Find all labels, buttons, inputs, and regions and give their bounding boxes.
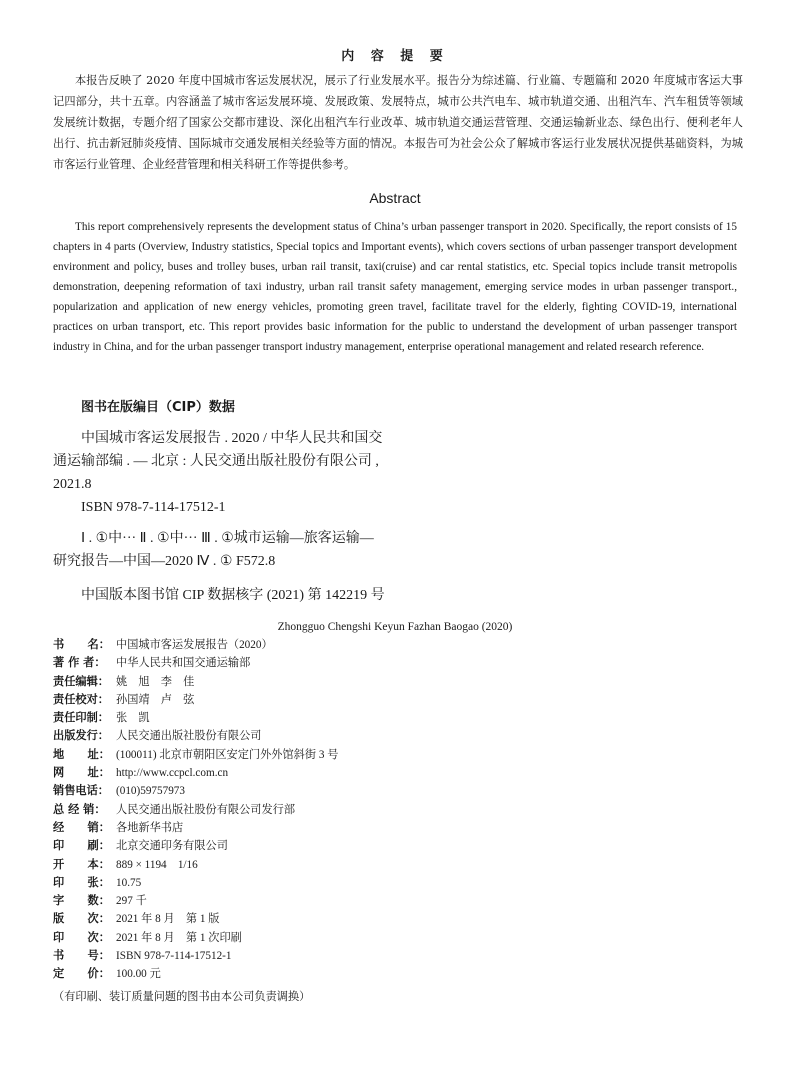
- info-row-editors: [53, 673, 653, 691]
- info-value: (010)59757973: [116, 785, 185, 798]
- info-row-format: [53, 856, 653, 874]
- info-row-seller: [53, 819, 653, 837]
- info-row-impression: [53, 929, 653, 947]
- info-label: 责任校对：: [53, 692, 109, 706]
- cip-classification-1: Ⅰ . ①中··· Ⅱ . ①中··· Ⅲ . ①城市运输—旅客运输—: [81, 531, 374, 546]
- info-value: 889 × 1194 1/16: [116, 858, 198, 871]
- info-label: 责任印制：: [53, 711, 109, 725]
- info-value: 2021 年 8 月 第 1 次印刷: [116, 931, 242, 944]
- info-label: 书 号：: [53, 949, 110, 963]
- info-row-isbn: [53, 947, 653, 965]
- info-value: 张 凯: [116, 712, 150, 725]
- info-value: 人民交通出版社股份有限公司发行部: [116, 803, 296, 816]
- info-value: 中华人民共和国交通运输部: [116, 657, 251, 670]
- info-value: (100011) 北京市朝阳区安定门外外馆斜街 3 号: [116, 748, 339, 761]
- info-label: 著 作 者：: [53, 656, 106, 670]
- cip-line-2: 通运输部编 . — 北京 : 人民交通出版社股份有限公司 ,: [53, 454, 379, 469]
- info-row-distributor: [53, 801, 653, 819]
- cn-summary-text: 本报告反映了 2020 年度中国城市客运发展状况，展示了行业发展水平。报告分为综述篇、行业篇、专题篇和 2020 年度城市客运大事记四部分，共十五章。内容涵盖了城市客运发展环境、发展政策、发展特点，城市公共汽电车、城市轨道交通、出租汽车、汽车租赁等领域发展统计数据，专题介绍了国家公交都市建设、深化出租汽车行业改革、城市轨道交通运营管理、交通运输新业态、绿色出行、便利老年人出行、抗击新冠肺炎疫情、国际城市交通发展相关经验等方面的情况。本报告可为社会公众了解城市客运行业发展状况提供基础资料，为城市客运行业管理、企业经营管理和相关科研工作等提供参考。: [53, 74, 743, 171]
- info-label: 印 次：: [53, 930, 110, 944]
- cn-summary-title: 内 容 提 要: [341, 49, 449, 64]
- pinyin-title: Zhongguo Chengshi Keyun Fazhan Baogao (2020): [277, 621, 513, 633]
- info-row-price: [53, 965, 653, 983]
- info-row-website: [53, 764, 653, 782]
- info-label: 版 次：: [53, 912, 110, 926]
- info-label: 销售电话：: [53, 784, 109, 798]
- info-label: 总 经 销：: [53, 802, 106, 816]
- info-row-edition: [53, 910, 653, 928]
- info-row-printing-supervisor: [53, 709, 653, 727]
- info-label: 经 销：: [53, 820, 110, 834]
- info-value: 10.75: [116, 876, 142, 889]
- publication-info: [53, 636, 653, 984]
- abstract-text: This report comprehensively represents the development status of China’s urban passenger transport in 2020. Specifically, the report consists of 15 chapters in 4 parts (Overview, Industry statistics, Special topics and Important events), which covers sections of urban passenger transport development environment and policy, buses and trolley buses, urban rail transit, taxi(cruise) and car rental statistics, etc. Special topics include transit metropolis demonstration, deepening reformation of taxi industry, urban rail transit safety management, emerging service modes in urban passenger transport., popularization and application of new energy vehicles, promoting green travel, facilitate travel for the elderly, fighting COVID-19, international practices on urban transport, etc. This report provides basic information for the public to understand the development of urban passenger transport industry in China, and for the urban passenger transport industry management, enterprise operational management and related research reference.: [53, 221, 737, 353]
- cip-line-1: 中国城市客运发展报告 . 2020 / 中华人民共和国交: [81, 431, 383, 446]
- info-value: 100.00 元: [116, 968, 161, 981]
- info-label: 书 名：: [53, 638, 110, 651]
- cip-isbn: ISBN 978-7-114-17512-1: [81, 500, 226, 515]
- cip-classification-2: 研究报告—中国—2020 Ⅳ . ① F572.8: [53, 554, 276, 569]
- info-label: 责任编辑：: [53, 674, 109, 688]
- info-row-proofreaders: [53, 691, 653, 709]
- info-row-phone: [53, 782, 653, 800]
- cip-line-3: 2021.8: [53, 477, 92, 492]
- info-label: 印 刷：: [53, 839, 110, 853]
- info-value: 297 千: [116, 895, 147, 908]
- info-value: http://www.ccpcl.com.cn: [116, 767, 229, 780]
- info-row-address: [53, 746, 653, 764]
- cip-heading: 图书在版编目（CIP）数据: [81, 400, 235, 415]
- abstract-title: Abstract: [369, 190, 421, 206]
- info-row-author: [53, 654, 653, 672]
- info-label: 出版发行：: [53, 729, 109, 743]
- info-label: 地 址：: [53, 747, 110, 761]
- info-value: 孙国靖 卢 弦: [116, 693, 195, 706]
- info-row-word-count: [53, 892, 653, 910]
- info-label: 网 址：: [53, 766, 110, 780]
- info-value: ISBN 978-7-114-17512-1: [116, 950, 232, 963]
- info-row-sheets: [53, 874, 653, 892]
- info-value: 人民交通出版社股份有限公司: [116, 730, 262, 743]
- info-value: 各地新华书店: [116, 821, 184, 834]
- info-value: 北京交通印务有限公司: [116, 840, 228, 853]
- info-row-printer: [53, 837, 653, 855]
- info-label: 字 数：: [53, 894, 110, 908]
- info-value: 姚 旭 李 佳: [116, 675, 195, 688]
- info-value: 中国城市客运发展报告（2020）: [116, 639, 273, 651]
- quality-note: （有印刷、装订质量问题的图书由本公司负责调换）: [53, 991, 311, 1003]
- info-label: 印 张：: [53, 875, 110, 889]
- cip-verification: 中国版本图书馆 CIP 数据核字 (2021) 第 142219 号: [81, 588, 385, 603]
- info-row-publisher: [53, 727, 653, 745]
- info-row-title: [53, 636, 653, 654]
- info-value: 2021 年 8 月 第 1 版: [116, 913, 220, 926]
- info-label: 定 价：: [53, 967, 110, 981]
- info-label: 开 本：: [53, 857, 110, 871]
